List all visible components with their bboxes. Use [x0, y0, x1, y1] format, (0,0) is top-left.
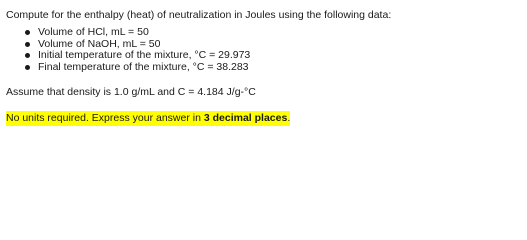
answer-instruction — [6, 111, 521, 125]
question-prompt: Compute for the enthalpy (heat) of neutralization in Joules using the following data: — [6, 9, 392, 21]
instruction-bold-text: 3 decimal places — [203, 112, 288, 124]
instruction-text-after: . — [287, 112, 291, 124]
given-data-list — [6, 27, 521, 73]
data-item-final-temperature: Final temperature of the mixture, °C = 38.283 — [24, 62, 521, 74]
assumption-text: Assume that density is 1.0 g/mL and C = 4.184 J/g-°C — [6, 86, 256, 98]
instruction-text-before: No units required. Express your answer in — [6, 112, 204, 124]
data-item-naoh-volume: Volume of NaOH, mL = 50 — [24, 39, 521, 51]
instruction-highlight — [6, 111, 290, 126]
data-item-initial-temperature: Initial temperature of the mixture, °C = 29.973 — [24, 50, 521, 62]
question-block — [6, 7, 521, 125]
data-item-hcl-volume: Volume of HCl, mL = 50 — [24, 27, 521, 39]
